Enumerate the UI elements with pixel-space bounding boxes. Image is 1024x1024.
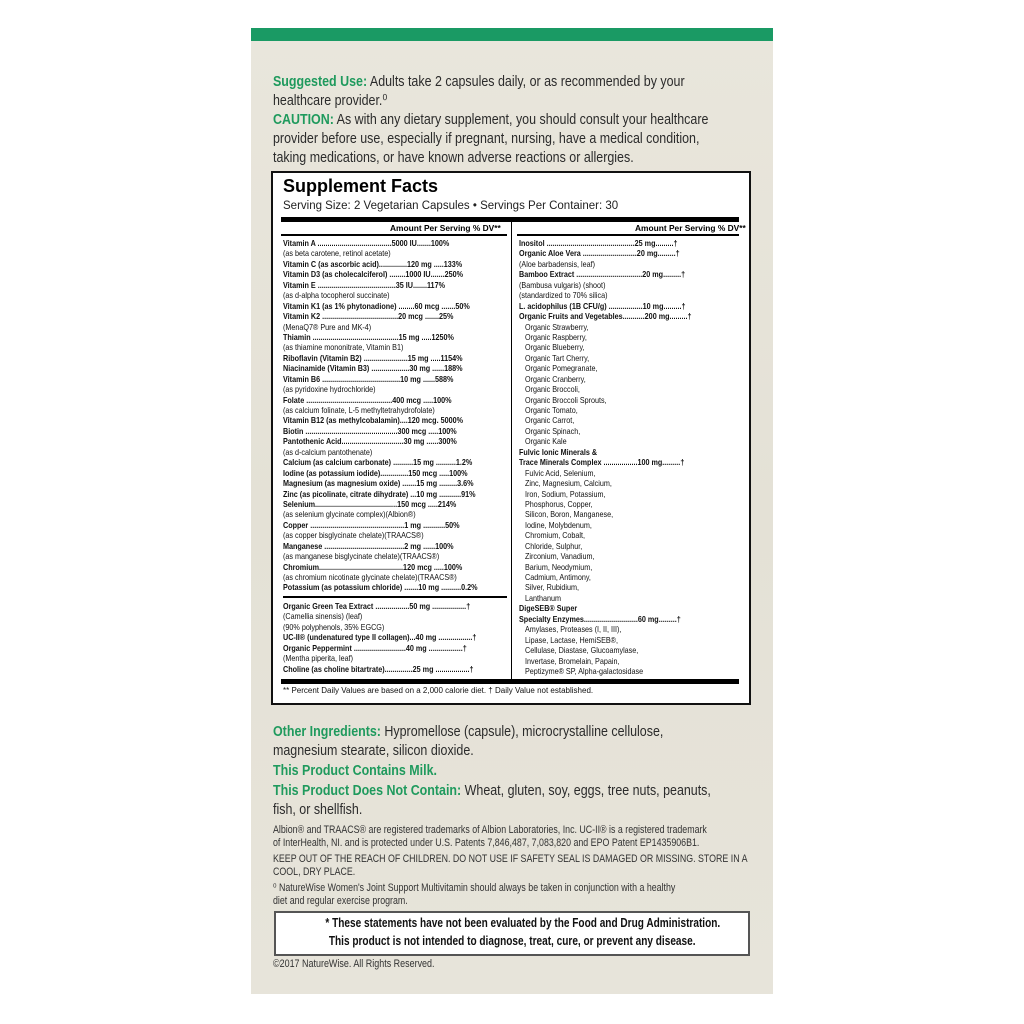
nutrient-row xyxy=(519,603,743,613)
nutrient-detail xyxy=(519,499,743,509)
nutrient-text: Silicon, Boron, Manganese, xyxy=(525,509,614,520)
nutrient-detail xyxy=(283,572,507,582)
supplement-facts-table xyxy=(271,171,751,705)
nutrient-row xyxy=(283,415,507,425)
nutrient-row xyxy=(283,353,507,363)
nutrient-detail xyxy=(519,582,743,592)
nutrient-text: Cellulase, Diastase, Glucoamylase, xyxy=(525,645,639,656)
nutrient-text: Vitamin A .....................................5000 IU.......100% xyxy=(283,238,450,248)
left-header-rule xyxy=(281,234,507,236)
nutrient-text: (as calcium folinate, L-5 methyltetrahydrofolate) xyxy=(283,405,435,415)
nutrient-detail xyxy=(519,551,743,561)
nutrient-text: Potassium (as potassium chloride) .......10 mg ..........0.2% xyxy=(283,582,478,593)
supplement-facts-title: Supplement Facts xyxy=(283,176,439,196)
nutrient-row xyxy=(283,489,507,499)
nutrient-text: (standardized to 70% silica) xyxy=(519,290,608,301)
nutrient-row xyxy=(283,643,507,653)
other-ingredients-text-2: magnesium stearate, silicon dioxide. xyxy=(273,742,474,759)
fda-disclaimer-text-1: * These statements have not been evaluated by the Food and Drug Administration. xyxy=(325,916,721,930)
naturewise-note-text-1: ⁰ NatureWise Women's Joint Support Multivitamin should always be taken in conjunction with a healthy xyxy=(273,882,676,894)
nutrient-row xyxy=(519,238,743,248)
nutrient-text: Silver, Rubidium, xyxy=(525,582,580,593)
nutrient-text: Choline (as choline bitartrate)..............25 mg .................† xyxy=(283,663,474,674)
copyright-text: ©2017 NatureWise. All Rights Reserved. xyxy=(273,958,435,970)
nutrient-row xyxy=(283,395,507,405)
nutrient-text: UC-II® (undenatured type II collagen)...40 mg .................† xyxy=(283,632,477,643)
serving-size: Serving Size: 2 Vegetarian Capsules • Servings Per Container: 30 xyxy=(283,200,619,212)
nutrient-detail xyxy=(519,666,743,676)
nutrient-text: (as beta carotene, retinol acetate) xyxy=(283,248,391,259)
nutrient-text: Trace Minerals Complex .................100 mg.........† xyxy=(519,457,685,468)
other-ingredients-text-1: Hypromellose (capsule), microcrystalline cellulose, xyxy=(380,723,664,740)
nutrient-detail xyxy=(519,259,743,269)
nutrient-text: Vitamin E .......................................35 IU.......117% xyxy=(283,279,445,290)
nutrient-text: (90% polyphenols, 35% EGCG) xyxy=(283,621,385,632)
nutrient-text: Chromium..........................................120 mcg .....100% xyxy=(283,561,463,572)
other-ingredients-label: Other Ingredients: xyxy=(273,723,381,740)
nutrient-detail xyxy=(283,322,507,332)
nutrient-text: Specialty Enzymes...........................60 mg.........† xyxy=(519,613,681,624)
nutrient-text: Pantothenic Acid...............................30 mg ......300% xyxy=(283,436,457,447)
caution-label: CAUTION: xyxy=(273,111,334,128)
nutrient-row xyxy=(519,301,743,311)
nutrient-text: Organic Green Tea Extract .................50 mg .................† xyxy=(283,600,471,611)
caution-text-1: As with any dietary supplement, you should consult your healthcare xyxy=(333,111,709,128)
nutrient-text: Organic Tart Cherry, xyxy=(525,352,590,363)
nutrient-text: Amylases, Proteases (I, II, III), xyxy=(525,624,622,635)
nutrient-row xyxy=(283,374,507,384)
nutrient-detail xyxy=(519,572,743,582)
nutrient-detail xyxy=(283,384,507,394)
nutrient-text: Copper ...............................................1 mg ...........50% xyxy=(283,519,460,530)
nutrient-row xyxy=(283,426,507,436)
nutrient-detail xyxy=(519,426,743,436)
nutrient-text: Inositol ............................................25 mg.........† xyxy=(519,238,678,248)
copyright-notice xyxy=(273,958,468,970)
nutrient-text: Organic Kale xyxy=(525,436,567,447)
nutrient-row xyxy=(283,632,507,642)
nutrient-text: Organic Blueberry, xyxy=(525,342,585,353)
nutrient-text: Fulvic Ionic Minerals & xyxy=(519,446,598,457)
nutrient-text: (Bambusa vulgaris) (shoot) xyxy=(519,279,606,290)
nutrient-detail xyxy=(519,395,743,405)
nutrient-text: Selenium.........................................150 mcg .....214% xyxy=(283,498,457,509)
nutrient-text: Organic Spinach, xyxy=(525,425,581,436)
nutrient-text: (as d-calcium pantothenate) xyxy=(283,446,373,457)
nutrient-text: Organic Strawberry, xyxy=(525,321,589,332)
nutrient-detail xyxy=(519,436,743,446)
nutrient-detail xyxy=(519,290,743,300)
nutrient-text: Barium, Neodymium, xyxy=(525,561,593,572)
caution-text-3: taking medications, or have known adverse reactions or allergies. xyxy=(273,149,634,166)
daily-value-footnote: ** Percent Daily Values are based on a 2,000 calorie diet. † Daily Value not established. xyxy=(283,686,594,695)
nutrient-detail xyxy=(519,280,743,290)
nutrient-text: (as manganese bisglycinate chelate)(TRAACS®) xyxy=(283,551,440,562)
nutrient-detail xyxy=(283,622,507,632)
nutrient-row xyxy=(283,601,507,611)
right-nutrient-column xyxy=(519,238,743,676)
nutrient-text: Cadmium, Antimony, xyxy=(525,572,591,582)
fda-disclaimer-box xyxy=(274,911,750,956)
caution-block xyxy=(273,110,773,167)
nutrient-detail xyxy=(519,353,743,363)
nutrient-detail xyxy=(519,415,743,425)
nutrient-text: (Aloe barbadensis, leaf) xyxy=(519,258,596,269)
nutrient-text: DigeSEB® Super xyxy=(519,603,578,614)
nutrient-text: Phosphorus, Copper, xyxy=(525,498,593,509)
keep-out-text-1: KEEP OUT OF THE REACH OF CHILDREN. DO NOT USE IF SAFETY SEAL IS DAMAGED OR MISSING. STORE IN A xyxy=(273,853,748,865)
nutrient-text: Organic Carrot, xyxy=(525,415,575,426)
nutrient-text: Organic Broccoli Sprouts, xyxy=(525,394,607,405)
nutrient-text: Iodine, Molybdenum, xyxy=(525,519,592,530)
nutrient-text: Magnesium (as magnesium oxide) .......15 mg .........3.6% xyxy=(283,478,474,489)
nutrient-text: Organic Tomato, xyxy=(525,405,578,415)
nutrient-text: Fulvic Acid, Selenium, xyxy=(525,467,596,478)
nutrient-text: (as d-alpha tocopherol succinate) xyxy=(283,290,390,301)
nutrient-text: Organic Fruits and Vegetables...........200 mg.........† xyxy=(519,311,692,322)
nutrient-text: Chloride, Sulphur, xyxy=(525,540,583,551)
nutrient-text: Niacinamide (Vitamin B3) ...................30 mg ......188% xyxy=(283,363,463,374)
other-ingredients-block xyxy=(273,722,749,760)
nutrient-row xyxy=(283,363,507,373)
fda-disclaimer-text-2: This product is not intended to diagnose, treat, cure, or prevent any disease. xyxy=(328,934,696,948)
nutrient-detail xyxy=(519,489,743,499)
nutrient-row xyxy=(283,457,507,467)
facts-thick-rule xyxy=(281,217,739,222)
nutrient-text: Iron, Sodium, Potassium, xyxy=(525,488,606,499)
nutrient-row xyxy=(519,457,743,467)
trademark-text-1: Albion® and TRAACS® are registered trademarks of Albion Laboratories, Inc. UC-II® is a registered trademark xyxy=(273,824,707,836)
nutrient-detail xyxy=(519,363,743,373)
nutrient-row xyxy=(283,301,507,311)
nutrient-detail xyxy=(519,656,743,666)
nutrient-text: Chromium, Cobalt, xyxy=(525,530,586,541)
nutrient-detail xyxy=(519,624,743,634)
nutrient-row xyxy=(519,248,743,258)
facts-bottom-rule xyxy=(281,679,739,684)
nutrient-text: L. acidophilus (1B CFU/g) .................10 mg.........† xyxy=(519,300,686,311)
nutrient-row xyxy=(283,280,507,290)
trademark-text-2: of InterHealth, NI. and is protected under U.S. Patents 7,846,487, 7,083,820 and EPO Patent EP1435906B1. xyxy=(273,837,700,849)
nutrient-detail xyxy=(519,530,743,540)
nutrient-detail xyxy=(519,635,743,645)
contains-milk-block xyxy=(273,761,473,780)
nutrient-detail xyxy=(519,478,743,488)
nutrient-row xyxy=(283,562,507,572)
trademark-notice xyxy=(273,824,773,850)
nutrient-detail xyxy=(283,653,507,663)
nutrient-row xyxy=(519,614,743,624)
nutrient-text: Calcium (as calcium carbonate) ..........15 mg ..........1.2% xyxy=(283,457,473,468)
nutrient-text: (MenaQ7® Pure and MK-4) xyxy=(283,321,372,332)
nutrient-detail xyxy=(519,541,743,551)
nutrient-text: Zirconium, Vanadium, xyxy=(525,551,595,562)
naturewise-note-text-2: diet and regular exercise program. xyxy=(273,895,408,907)
nutrient-text: (as copper bisglycinate chelate)(TRAACS®) xyxy=(283,530,424,541)
nutrient-detail xyxy=(283,290,507,300)
nutrient-text: Bamboo Extract .................................20 mg.........† xyxy=(519,269,686,280)
nutrient-detail xyxy=(519,384,743,394)
nutrient-row xyxy=(283,311,507,321)
nutrient-detail xyxy=(283,405,507,415)
nutrient-text: Organic Peppermint ..........................40 mg .................† xyxy=(283,642,467,653)
nutrient-text: Biotin ..............................................300 mcg .....100% xyxy=(283,425,457,436)
nutrient-text: Organic Aloe Vera ...........................20 mg.........† xyxy=(519,248,680,259)
nutrient-detail xyxy=(283,530,507,540)
nutrient-text: Organic Raspberry, xyxy=(525,331,587,342)
nutrient-text: (Camellia sinensis) (leaf) xyxy=(283,611,363,622)
suggested-use-text: Adults take 2 capsules daily, or as recommended by your xyxy=(367,73,685,90)
nutrient-text: Vitamin B6 .......................................10 mg ......588% xyxy=(283,373,454,384)
nutrient-text: Riboflavin (Vitamin B2) ......................15 mg .....1154% xyxy=(283,352,463,363)
left-nutrient-column xyxy=(283,238,507,674)
nutrient-row xyxy=(283,436,507,446)
nutrient-detail xyxy=(283,447,507,457)
nutrient-text: Thiamin ...........................................15 mg .....1250% xyxy=(283,331,454,342)
nutrient-detail xyxy=(519,405,743,415)
nutrient-text: Zinc (as picolinate, citrate dihydrate) ...10 mg ...........91% xyxy=(283,488,476,499)
nutrient-detail xyxy=(283,551,507,561)
naturewise-note xyxy=(273,882,755,908)
nutrient-text: (as thiamine mononitrate, Vitamin B1) xyxy=(283,342,404,353)
nutrient-text: Lipase, Lactase, HemiSEB®, xyxy=(525,634,618,645)
keep-out-text-2: COOL, DRY PLACE. xyxy=(273,866,356,878)
suggested-use-label: Suggested Use: xyxy=(273,73,368,90)
column-divider xyxy=(511,221,512,683)
nutrient-text: (as pyridoxine hydrochloride) xyxy=(283,384,376,395)
nutrient-detail xyxy=(283,611,507,621)
nutrient-row xyxy=(283,238,507,248)
nutrient-row xyxy=(519,269,743,279)
left-column-header: Amount Per Serving % DV** xyxy=(390,223,501,233)
nutrient-text: Iodine (as potassium iodide)..............150 mcg .....100% xyxy=(283,467,468,478)
nutrient-detail xyxy=(519,593,743,603)
nutrient-text: Folate ...........................................400 mcg .....100% xyxy=(283,394,452,405)
nutrient-detail xyxy=(519,509,743,519)
nutrient-detail xyxy=(519,332,743,342)
nutrient-text: (as selenium glycinate complex)(Albion®) xyxy=(283,509,416,520)
nutrient-text: (Mentha piperita, leaf) xyxy=(283,653,354,664)
does-not-contain-text-2: fish, or shellfish. xyxy=(273,801,363,818)
nutrient-text: Zinc, Magnesium, Calcium, xyxy=(525,478,612,489)
nutrient-text: Lanthanum xyxy=(525,592,562,603)
top-green-stripe xyxy=(251,28,773,41)
nutrient-text: Vitamin C (as ascorbic acid)..............120 mg .....133% xyxy=(283,258,463,269)
nutrient-detail xyxy=(519,645,743,655)
nutrient-text: Vitamin K1 (as 1% phytonadione) ........60 mcg .......50% xyxy=(283,300,470,311)
does-not-contain-block xyxy=(273,781,773,819)
nutrient-row xyxy=(283,582,507,592)
right-column-header: Amount Per Serving % DV** xyxy=(635,223,746,233)
caution-text-2: provider before use, especially if pregnant, nursing, have a medical condition, xyxy=(273,130,700,147)
nutrient-row xyxy=(283,468,507,478)
nutrient-detail xyxy=(283,342,507,352)
nutrient-row xyxy=(283,541,507,551)
nutrient-row xyxy=(283,478,507,488)
contains-milk: This Product Contains Milk. xyxy=(273,762,437,779)
suggested-use-block xyxy=(273,72,773,110)
nutrient-row xyxy=(519,311,743,321)
does-not-contain-text-1: Wheat, gluten, soy, eggs, tree nuts, peanuts, xyxy=(461,782,711,799)
nutrient-text: Peptizyme® SP, Alpha-galactosidase xyxy=(525,665,644,676)
nutrient-text: (as chromium nicotinate glycinate chelate)(TRAACS®) xyxy=(283,572,457,582)
keep-out-warning xyxy=(273,853,773,879)
nutrient-row xyxy=(283,499,507,509)
supplement-label-panel xyxy=(251,28,773,994)
nutrient-row xyxy=(283,520,507,530)
nutrient-text: Organic Broccoli, xyxy=(525,384,580,395)
nutrient-text: Organic Pomegranate, xyxy=(525,363,598,374)
nutrient-text: Vitamin D3 (as cholecalciferol) ........1000 IU.......250% xyxy=(283,269,464,280)
nutrient-row xyxy=(283,269,507,279)
nutrient-detail xyxy=(283,509,507,519)
nutrient-row xyxy=(283,332,507,342)
section-separator xyxy=(283,596,507,598)
nutrient-detail xyxy=(283,248,507,258)
nutrient-text: Vitamin B12 (as methylcobalamin)....120 mcg. 5000% xyxy=(283,415,464,426)
nutrient-row xyxy=(519,447,743,457)
nutrient-text: Invertase, Bromelain, Papain, xyxy=(525,655,620,666)
nutrient-detail xyxy=(519,342,743,352)
nutrient-detail xyxy=(519,322,743,332)
suggested-use-text-2: healthcare provider.⁰ xyxy=(273,92,388,109)
nutrient-detail xyxy=(519,520,743,530)
nutrient-row xyxy=(283,259,507,269)
nutrient-detail xyxy=(519,562,743,572)
nutrient-detail xyxy=(519,374,743,384)
right-header-rule xyxy=(517,234,739,236)
nutrient-text: Organic Cranberry, xyxy=(525,373,586,384)
nutrient-row xyxy=(283,664,507,674)
does-not-contain-label: This Product Does Not Contain: xyxy=(273,782,462,799)
nutrient-detail xyxy=(519,468,743,478)
nutrient-text: Vitamin K2 ......................................20 mcg .......25% xyxy=(283,311,454,322)
nutrient-text: Manganese ........................................2 mg ......100% xyxy=(283,540,454,551)
